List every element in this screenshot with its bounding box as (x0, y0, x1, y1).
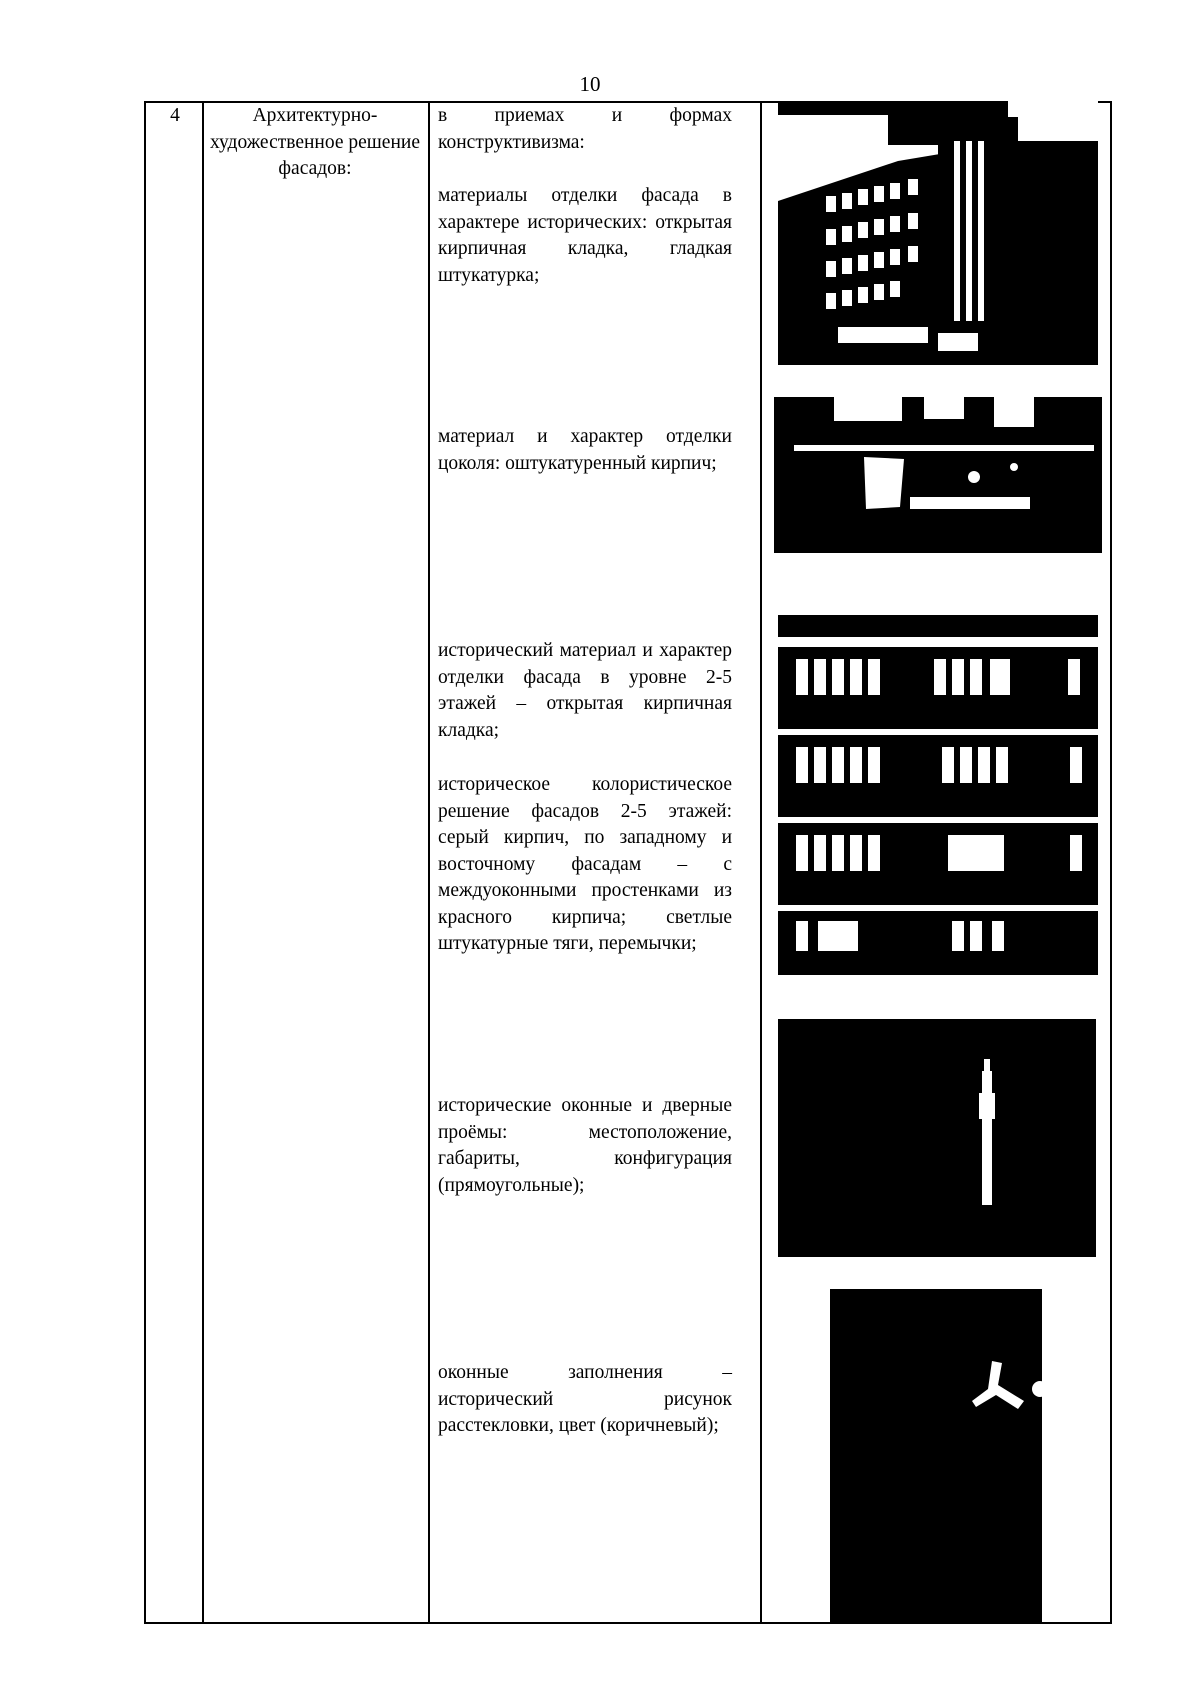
row-number: 4 (170, 105, 180, 126)
item-text: в приемах и формах конструктивизма: (438, 105, 732, 153)
item-text: исторические оконные и дверные проёмы: местоположение, габариты, конфигурация (прямоугольные); (438, 1095, 732, 1196)
column-divider (202, 101, 204, 1624)
page-number: 10 (579, 72, 601, 96)
plinth-photo (774, 397, 1102, 553)
item-floors-material (438, 638, 732, 744)
column-divider (428, 101, 430, 1624)
item-facade-materials (438, 183, 732, 289)
item-text: материал и характер отделки цоколя: оштукатуренный кирпич; (438, 426, 732, 474)
row-title: Архитектурно-художественное решение фасадов: (210, 105, 420, 179)
door-opening-photo (778, 1019, 1096, 1257)
facade-floors-2-5-photo (778, 603, 1098, 983)
item-plinth (438, 424, 732, 477)
item-constructivism (438, 103, 732, 156)
item-window-fillings (438, 1360, 732, 1440)
item-openings (438, 1093, 732, 1199)
item-text: исторический материал и характер отделки фасада в уровне 2-5 этажей – открытая кирпичная кладка; (438, 640, 732, 741)
column-divider (760, 101, 762, 1624)
item-coloristic (438, 772, 732, 958)
window-filling-photo (830, 1289, 1042, 1624)
item-text: историческое колористическое решение фасадов 2-5 этажей: серый кирпич, по западному и восточному фасадам – с междуоконными простенками из красного кирпича; светлые штукатурные тяги, перемычки; (438, 774, 732, 954)
building-facade-photo (778, 101, 1098, 365)
item-text: оконные заполнения – исторический рисунок расстекловки, цвет (коричневый); (438, 1362, 732, 1436)
item-text: материалы отделки фасада в характере исторических: открытая кирпичная кладка, гладкая штукатурка; (438, 185, 732, 286)
